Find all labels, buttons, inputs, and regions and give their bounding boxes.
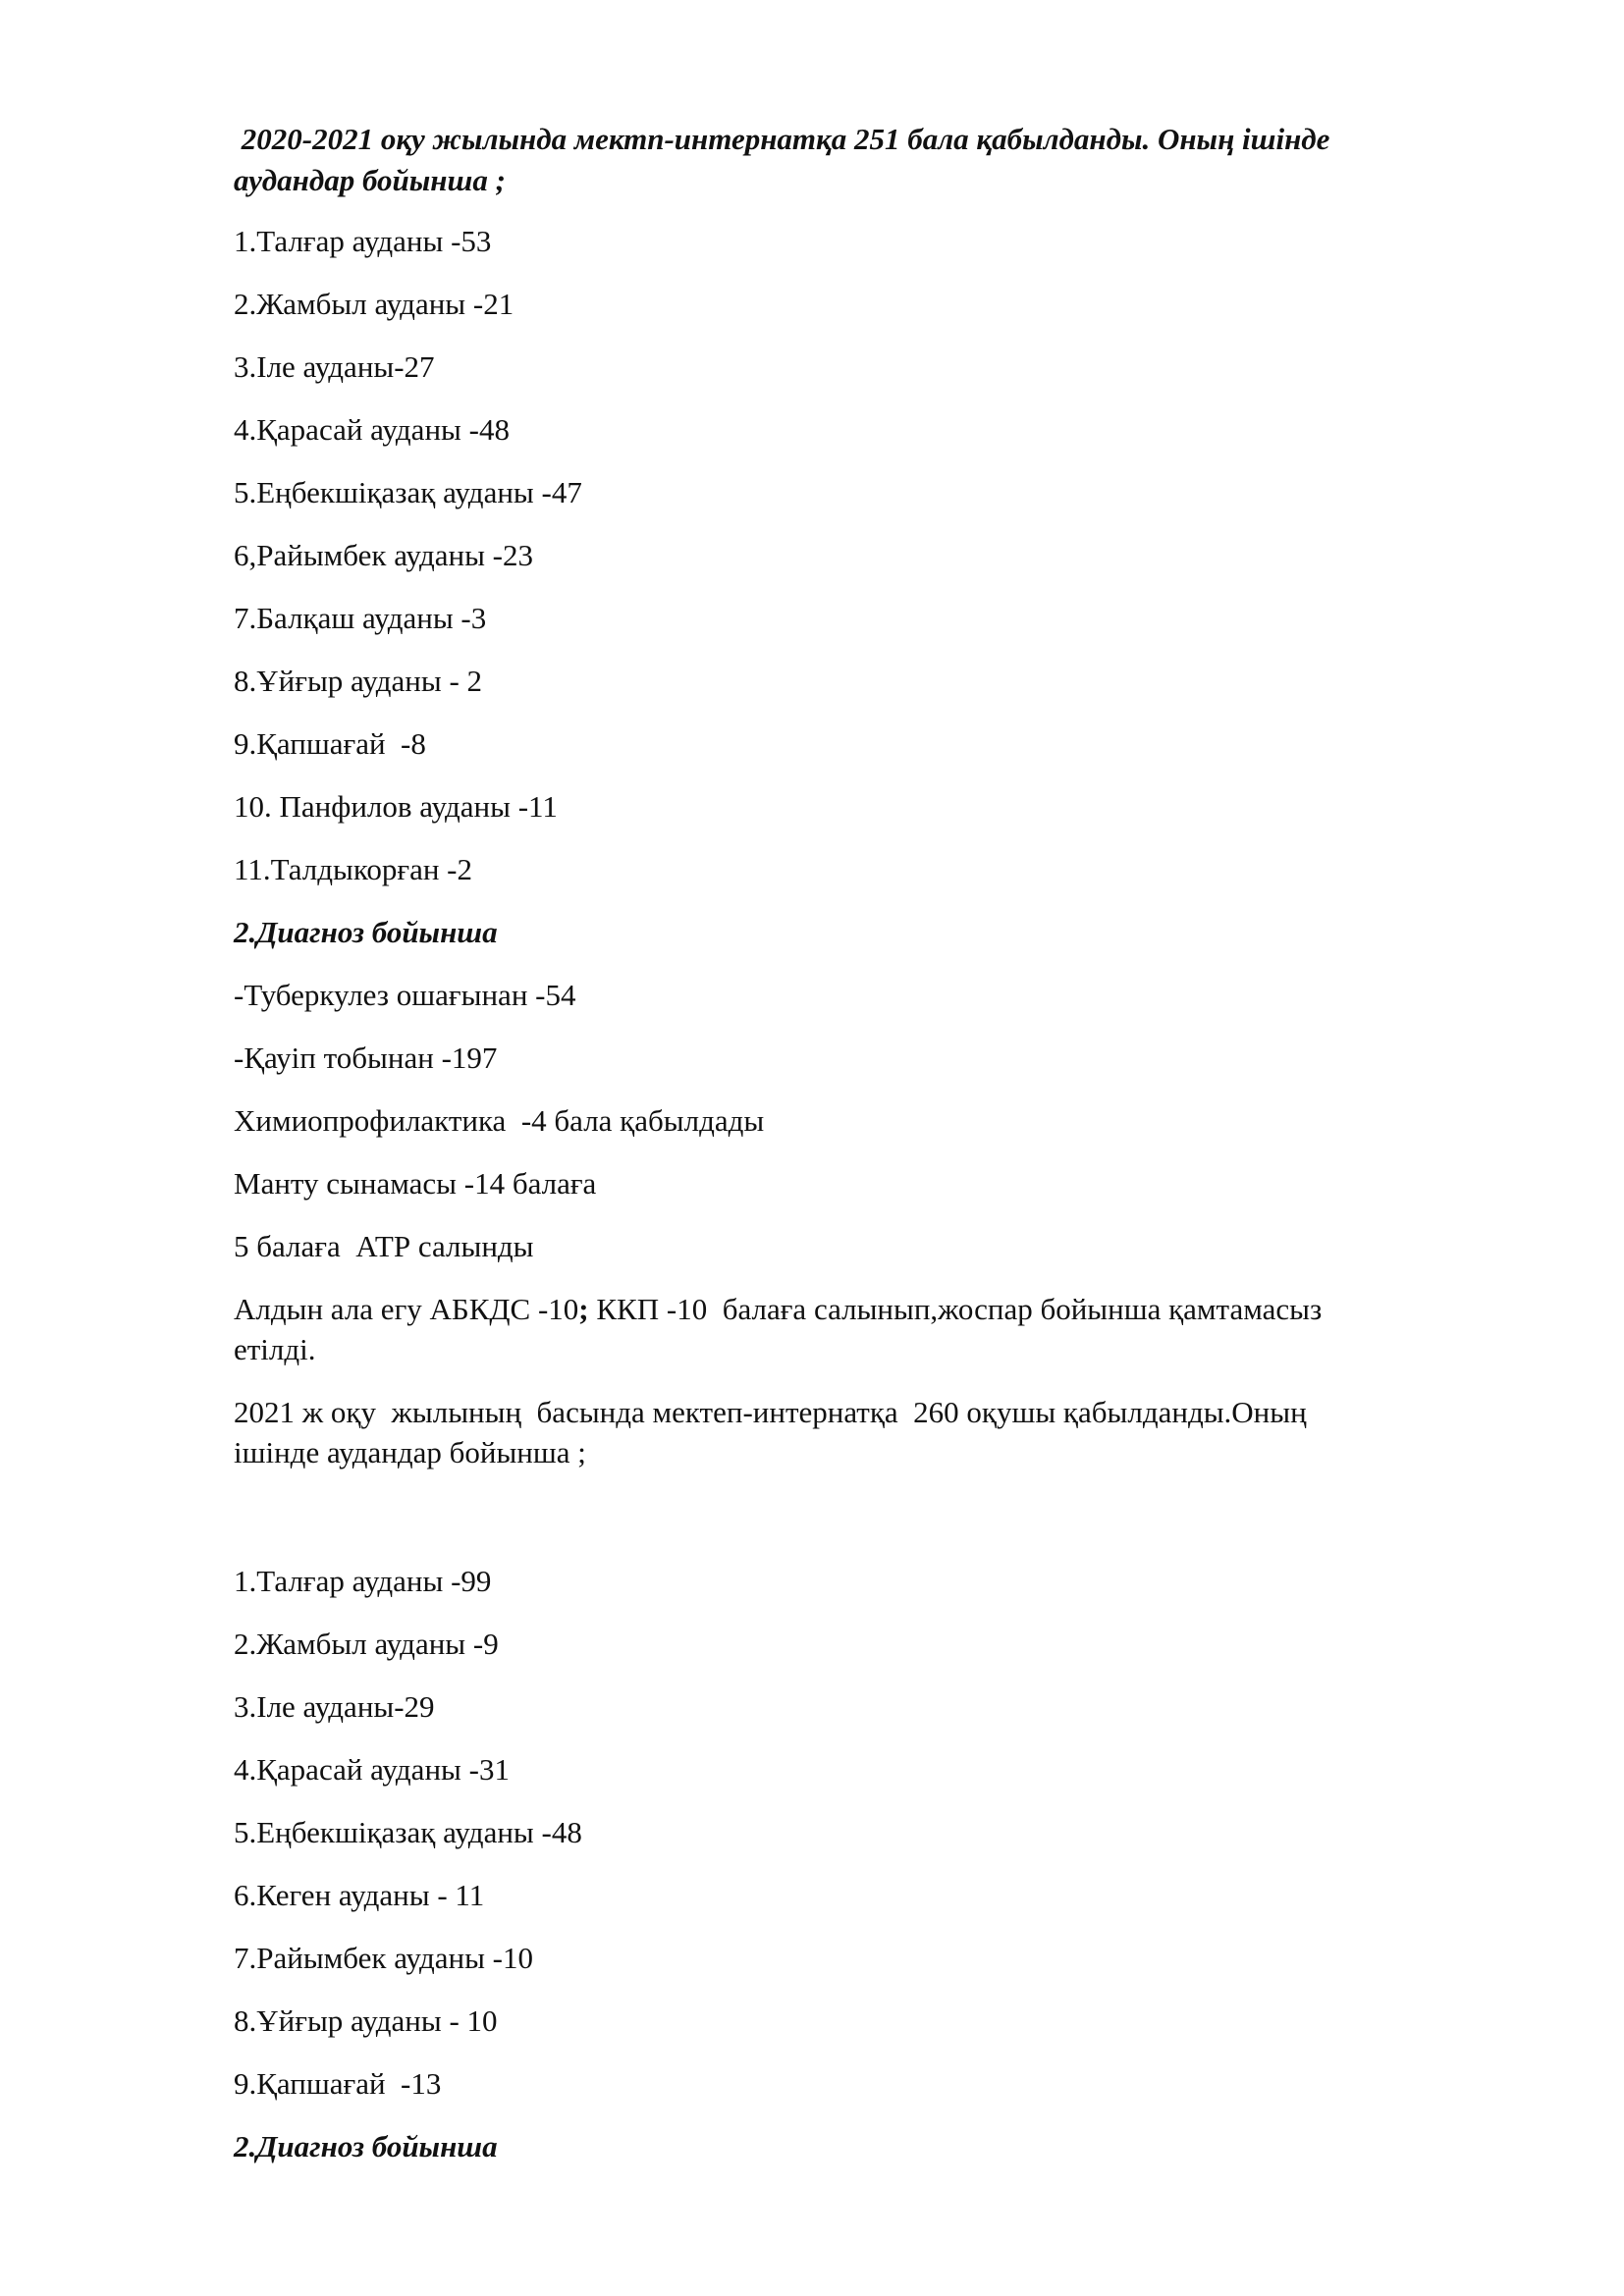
list2-item: 7.Райымбек ауданы -10 [234,1941,533,1975]
list1-item: 9.Қапшағай -8 [234,726,426,761]
list1-item: 3.Іле ауданы-27 [234,349,435,384]
list1-item: 6,Райымбек ауданы -23 [234,538,533,572]
intro-line-1: 2020-2021 оқу жылында мектп-интернатқа 251 бала қабылданды. Оның ішінде [234,122,1330,156]
vaccine-line-2: етілді. [234,1332,316,1366]
list2-item: 9.Қапшағай -13 [234,2066,442,2101]
list2-item: 5.Еңбекшіқазақ ауданы -48 [234,1815,582,1849]
list2-item: 1.Талғар ауданы -99 [234,1564,492,1598]
list1-item: 8.Ұйғыр ауданы - 2 [234,664,483,698]
list1-item: 1.Талғар ауданы -53 [234,224,492,258]
vaccine-line-1 [234,1289,1322,1330]
list2-item: 3.Іле ауданы-29 [234,1689,435,1724]
diagnosis-item: 5 балаға АТР салынды [234,1229,534,1263]
para2-line-1: 2021 ж оқу жылының басында мектеп-интернатқа 260 оқушы қабылданды.Оның [234,1395,1307,1429]
diagnosis-item: -Туберкулез ошағынан -54 [234,978,576,1012]
vaccine-separator: ; [578,1292,589,1326]
list1-item: 4.Қарасай ауданы -48 [234,412,510,447]
vaccine-line-1-part-a: Алдын ала егу АБКДС -10 [234,1292,579,1326]
diagnosis-heading-2: 2.Диагноз бойынша [234,2129,498,2163]
diagnosis-item: Манту сынамасы -14 балаға [234,1166,597,1201]
list1-item: 11.Талдыкорған -2 [234,852,472,886]
list2-item: 4.Қарасай ауданы -31 [234,1752,510,1787]
list2-item: 6.Кеген ауданы - 11 [234,1878,485,1912]
list1-item: 7.Балқаш ауданы -3 [234,601,487,635]
list1-item: 5.Еңбекшіқазақ ауданы -47 [234,475,582,509]
list2-item: 2.Жамбыл ауданы -9 [234,1627,499,1661]
diagnosis-item: Химиопрофилактика -4 бала қабылдады [234,1103,765,1138]
para2-line-2: ішінде аудандар бойынша ; [234,1435,586,1469]
list1-item: 2.Жамбыл ауданы -21 [234,287,514,321]
vaccine-line-1-part-b: ККП -10 балаға салынып,жоспар бойынша қамтамасыз [588,1292,1323,1326]
diagnosis-heading-1: 2.Диагноз бойынша [234,915,498,949]
list1-item: 10. Панфилов ауданы -11 [234,789,558,824]
list2-item: 8.Ұйғыр ауданы - 10 [234,2003,498,2038]
diagnosis-item: -Қауіп тобынан -197 [234,1041,498,1075]
intro-line-2: аудандар бойынша ; [234,163,506,197]
